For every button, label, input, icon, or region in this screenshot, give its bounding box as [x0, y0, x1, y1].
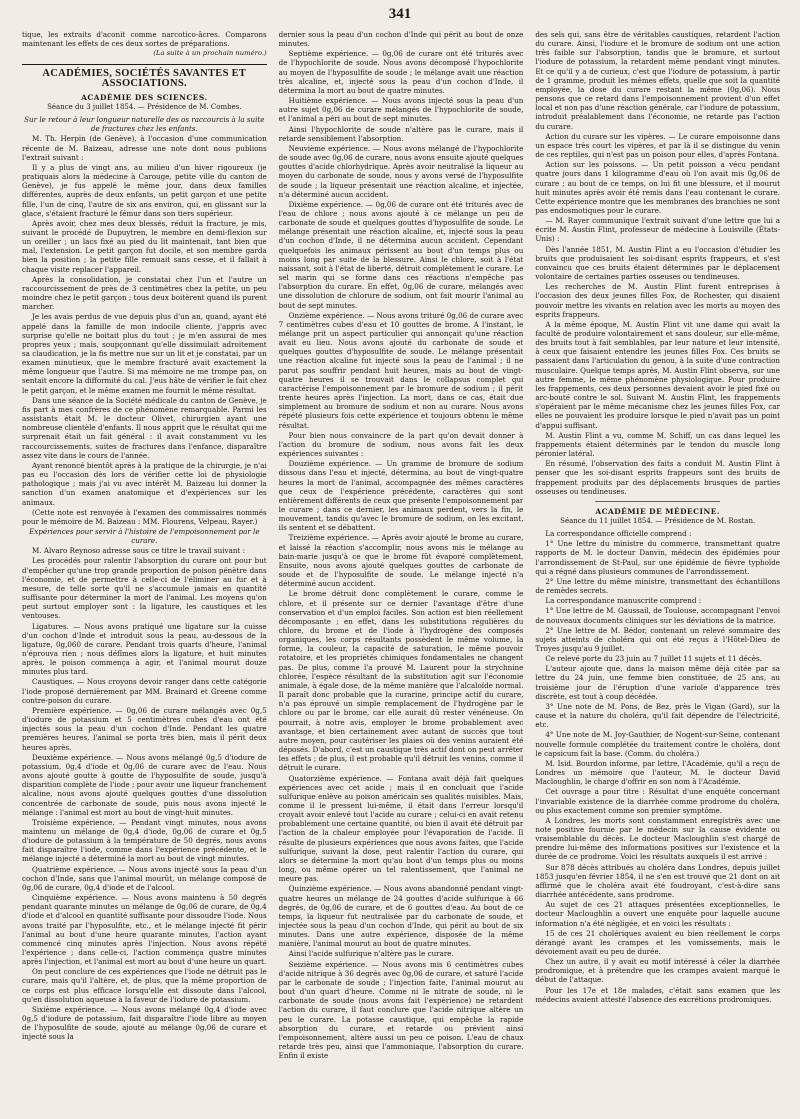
- paragraph: Ainsi l'hypochlorite de soude n'altère pas le curare, mais il retarde sensiblement l'absorption.: [278, 124, 524, 143]
- paragraph: Dès l'année 1851, M. Austin Flint a eu l'occasion d'étudier les bruits que produisaient les soi-disant esprits frappeurs, et s'est convaincu que ces bruits étaient déterminés par le déplacement volontaire de certaines parties osseuses ou tendineuses.: [535, 244, 781, 282]
- paragraph: Huitième expérience. — Nous avons injecté sous la peau d'un autre sujet 0g,06 de curare mélangés de l'hypochlorite de soude, et l'animal a péri au bout de sept minutes.: [278, 96, 524, 124]
- article-columns: [22, 30, 780, 1112]
- paragraph: Au sujet de ces 21 attaques présentées exceptionnelles, le docteur Macloughlin a ouvert une enquête pour laquelle aucune information n'a été négligée, et en voici les résultats :: [535, 900, 781, 928]
- topic-heading: Expériences pour servir à l'histoire de l'empoisonnement par le curare.: [29, 526, 260, 546]
- paragraph: 2° Une lettre de M. Bédor, contenant un relevé sommaire des sujets atteints de choléra qui ont été reçus à l'Hôtel-Dieu de Troyes jusqu'au 9 juillet.: [535, 625, 781, 653]
- continuation-note: (La suite à un prochain numéro.): [153, 49, 267, 58]
- paragraph: M. Alvaro Reynoso adresse sous ce titre le travail suivant :: [32, 546, 245, 556]
- paragraph: Pour bien nous convaincre de la part qu'on devait donner à l'action du bromure de sodium, nous avons fait les deux expériences suivantes :: [278, 430, 524, 459]
- meeting-line: Séance du 3 juillet 1854. — Présidence de M. Combes.: [47, 102, 242, 111]
- paragraph: Quatrième expérience. — Nous avons injecté sous la peau d'un cochon d'Inde, sans que l'animal mourût, un mélange composé de 0g,06 de curare, 0g,4 d'iode et de l'alcool.: [22, 864, 267, 892]
- paragraph: On peut conclure de ces expériences que l'iode ne détruit pas le curare, mais qu'il l'altère, et, de plus, que la même proportion de ce corps est plus efficace lorsqu'elle est dissoute dans l'alcool, qu'en dissolution aqueuse à la faveur de l'iodure de potassium.: [22, 967, 267, 1004]
- paragraph: 2° Une lettre du même ministre, transmettant des échantillons de remèdes secrets.: [535, 576, 781, 596]
- paragraph: Cinquième expérience. — Nous avons maintenu à 50 degrés pendant quarante minutes un mélange de 0g,06 de curare, de 0g,4 d'iode et d'alcool en quantité suffisante pour dissoudre l'iode. Nous avons traité par l'hyposulfite, etc., et le mélange injecté fit périr l'animal au bout d'une heure quarante minutes, l'action ayant commencé cinq minutes après l'injection. Nous avons répété l'expérience ; dans celle-ci, l'action commença quatre minutes après l'injection, et l'animal est mort au bout d'une heure un quart.: [22, 893, 267, 967]
- paragraph: Deuxième expérience. — Nous avons mélangé 0g,5 d'iodure de potassium, 0g,4 d'iode et 0g,06 de curare avec de l'eau. Nous avons ajouté goutte à goutte de l'hyposulfite de soude, jusqu'à disparition complète de l'iode ; pour avoir une liqueur franchement alcaline, nous avons ajouté quelques gouttes d'une dissolution concentrée de carbonate de soude, puis nous avons injecté le mélange : l'animal est mort au bout de vingt-huit minutes.: [22, 752, 267, 817]
- divider: [595, 501, 720, 502]
- paragraph: Sur 878 décès attribués au choléra dans Londres, depuis juillet 1853 jusqu'en février 1854, il ne s'en est trouvé que 21 dont on ait affirmé que le choléra avait été foudroyant, c'est-à-dire sans diarrhée antécédente, sans prodrome.: [535, 862, 781, 900]
- paragraph: 4° Une note de M. Joy-Gauthier, de Nogent-sur-Seine, contenant nouvelle formule complétée du traitement contre le choléra, dont le capsicum fait la base. (Comm. du choléra.): [535, 730, 781, 758]
- paragraph: Seizième expérience. — Nous avons mis 6 centimètres cubes d'acide nitrique à 36 degrés avec 0g,06 de curare, et saturé l'acide par le carbonate de soude ; l'injection faite, l'animal mourut au bout d'un quart d'heure. Comme ni le nitrate de soude, ni le carbonate de soude (nous avons fait l'expérience) ne retardent l'action du curare, il faut conclure que l'acide nitrique altère un peu le curare. La potasse caustique, qui empêche la rapide absorption du curare, et retarde ou prévient ainsi l'empoisonnement, altère aussi un peu ce poison. L'eau de chaux retarde très peu, ainsi que l'ammoniaque, l'absorption du curare. Enfin il existe: [278, 959, 524, 1061]
- paragraph: Quinzième expérience. — Nous avons abandonné pendant vingt-quatre heures un mélange de 24 gouttes d'acide sulfurique à 66 degrés, de 0g,06 de curare, et de 6 gouttes d'eau. Au bout de ce temps, la liqueur fut neutralisée par du carbonate de soude, et injectée sous la peau d'un cochon d'Inde, qui périt au bout de six minutes. Dans une autre expérience, disposée de la même manière, l'animal mourut au bout de quatre minutes.: [278, 884, 524, 949]
- paragraph: A Londres, les morts sont constamment enregistrés avec une note positive fournie par le médecin sur la cause évidente ou vraisemblable du décès. Le docteur Macloughlin s'est chargé de prendre lui-même des informations positives sur l'existence et la durée de ce prodrome. Voici les résultats auxquels il est arrivé :: [535, 815, 781, 862]
- paragraph: Ce relevé porte du 23 juin au 7 juillet 11 sujets et 11 décès.: [545, 654, 762, 664]
- paragraph: Ainsi l'acide sulfurique n'altère pas le curare.: [288, 949, 454, 959]
- paragraph: Douzième expérience. — Un gramme de bromure de sodium dissous dans l'eau et injecté, détermina, au bout de vingt-quatre heures la mort de l'animal, accompagnée des mêmes caractères que ceux de l'expérience précédente, caractères qui sont entièrement différents de ceux que présente l'empoisonnement par le curare ; dans ce dernier, les animaux perdent, vers la fin, le mouvement, tandis qu'avec le bromure de sodium, on les excitant, ils sentent et se débattent.: [278, 459, 524, 533]
- paragraph: Première expérience. — 0g,06 de curare mélangés avec 0g,5 d'iodure de potassium et 5 centimètres cubes d'eau ont été injectés sous la peau d'un cochon d'Inde. Pendant les quatre premières heures, l'animal se porta très bien, mais il périt deux heures après.: [22, 705, 267, 752]
- paragraph: dernier sous la peau d'un cochon d'Inde qui périt au bout de onze minutes.: [278, 30, 524, 49]
- page-number: 341: [388, 6, 412, 22]
- paragraph: 15 de ces 21 cholériques avaient eu bien réellement le corps dérangé avant les crampes et les vomissements, mais le dévoiement avait eu peu de durée.: [535, 928, 781, 956]
- paragraph: Treizième expérience. — Après avoir ajouté le brome au curare, et laissé la réaction s'accomplir, nous avons mis le mélange au bain-marie jusqu'à ce que le brome fût évaporé complètement. Ensuite, nous avons ajouté quelques gouttes de carbonate de soude et de l'hyposulfite de soude. Le mélange injecté n'a déterminé aucun accident.: [278, 533, 524, 589]
- paragraph: 3° Une note de M. Pons, de Bez, près le Vigan (Gard), sur la cause et la nature du choléra, qu'il fait dépendre de l'électricité, etc.: [535, 701, 781, 730]
- meeting-line: Séance du 11 juillet 1854. — Présidence de M. Rostan.: [560, 516, 756, 525]
- paragraph: Troisième expérience. — Pendant vingt minutes, nous avons maintenu un mélange de 0g,4 d'iode, 0g,06 de curare et 0g,5 d'iodure de potassium à la température de 50 degrés, nous avons fait disparaître l'iode, comme dans l'expérience précédente, et le mélange injecté a déterminé la mort au bout de vingt minutes.: [22, 817, 267, 864]
- paragraph: Le brome détruit donc complètement le curare, comme le chlore, et il présente sur ce dernier l'avantage d'être d'une conservation et d'un emploi faciles. Son action est bien réellement décomposante ; en effet, dans les substitutions régulières du chlore, du brome et de l'iode à l'hydrogène des composés organiques, les corps résultants possèdent le même volume, la forme, la couleur, la capacité de saturation, le même pouvoir rotatoire, et les propriétés chimiques fondamentales ne changent pas. De plus, comme l'a prouvé M. Laurent pour la strychnine chlorée, l'espèce résultant de la substitution agit sur l'économie animale, à égale dose, de la même manière que l'alcaloïde normal. Il paraît donc probable que la curarine, principe actif du curare, n'a pas éprouvé un simple remplacement de l'hydrogène par le chlore ou par le brome, car elle aurait dû rester vénéneuse. On pourrait, à notre avis, employer le brome probablement avec avantage, et bien certainement avec autant de succès que tout autre moyen, pour cautériser les plaies où des venins auraient été déposés. D'abord, c'est un caustique très actif dont on peut arrêter les effets ; de plus, il est probable qu'il détruit les venins, comme il détruit le curare.: [278, 589, 524, 773]
- paragraph: Neuvième expérience. — Nous avons mélangé de l'hypochlorite de soude avec 0g,06 de curare, nous avons ensuite ajouté quelques gouttes d'acide chlorhydrique. Après avoir neutralisé la liqueur au moyen du carbonate de soude, nous y avons versé de l'hyposulfite de soude ; la liqueur présentait une réaction alcaline, et injectée, n'a déterminé aucun accident.: [278, 143, 524, 199]
- topic-heading: Sur le retour à leur longueur naturelle des os raccourcis à la suite de fractures chez les enfants.: [24, 115, 265, 134]
- paragraph: Action du curare sur les vipères. — Le curare empoisonne dans un espace très court les vipères, et par là il se distingue du venin de ces reptiles, qui n'est pas un poison pour elles, d'après Fontana.: [535, 131, 781, 160]
- paragraph: (Cette note est renvoyée à l'examen des commissaires nommés pour le mémoire de M. Baizeau : MM. Flourens, Velpeau, Rayer.): [22, 507, 267, 526]
- paragraph: Ayant renoncé bientôt après à la pratique de la chirurgie, je n'ai pas eu l'occasion dès lors de vérifier cette loi de physiologie pathologique ; mais j'ai vu avec intérêt M. Baizeau lui donner la sanction d'un examen anatomique et d'expériences sur les animaux.: [22, 460, 267, 507]
- paragraph: M. Th. Herpin (de Genève), à l'occasion d'une communication récente de M. Baizeau, adresse une note dont nous publions l'extrait suivant :: [22, 134, 267, 162]
- academy-title: ACADÉMIE DE MÉDECINE.: [595, 506, 720, 516]
- paragraph: 1° Une lettre de M. Gaussail, de Toulouse, accompagnant l'envoi de nouveaux documents cliniques sur les déviations de la matrice.: [535, 606, 781, 625]
- paragraph: des sels qui, sans être de véritables caustiques, retardent l'action du curare. Ainsi, l'iodure et le bromure de sodium ont une action très faible sur l'absorption, tandis que le bromure, et surtout l'iodure de potassium, la retardent même pendant vingt minutes. Et ce qu'il y a de curieux, c'est que l'iodure de potassium, à partir de 1 gramme, produit les mêmes effets, quelle que soit la quantité employée, la dose du curare restant la même (0g,06). Nous pensons que ce retard dans l'empoisonnement provient d'un effet local et non pas d'une réaction générale, car l'iodure de potassium, introduit préalablement dans l'économie, ne retarde pas l'action du curare.: [535, 30, 781, 131]
- paragraph: Je les avais perdus de vue depuis plus d'un an, quand, ayant été appelé dans la famille de mon indocile cliente, j'appris avec surprise qu'elle ne boitait plus du tout ; je m'en assurai de mes propres yeux ; mais, soupçonnant qu'elle dissimulait adroitement sa claudication, je la fis mettre nue sur un lit et je constatai, par un examen minutieux, que le membre fracturé avait exactement la même longueur que l'autre. Si ma mémoire ne me trompe pas, on sentait encore la difformité du cal. J'eus hâte de vérifier le fait chez le petit garçon, et le même examen me fournit le même résultat.: [22, 312, 267, 395]
- paragraph: Pour les 17e et 18e malades, c'était sans examen que les médecins avaient attesté l'absence des excrétions prodromiques.: [535, 985, 781, 1004]
- paragraph: En résumé, l'observation des faits a conduit M. Austin Flint à penser que les soi-disant esprits frappeurs sont des bruits de frappement produits par des déplacements brusques de parties osseuses ou tendineuses.: [535, 459, 781, 496]
- paragraph: Après la consolidation, je constatai chez l'un et l'autre un raccourcissement de près de 3 centimètres chez la petite, un peu moindre chez le petit garçon ; tous deux boitèrent quand ils purent marcher.: [22, 274, 267, 312]
- paragraph: Dans une séance de la Société médicale du canton de Genève, je fis part à mes confrères de ce phénomène remarquable. Parmi les assistants était M. le docteur Olivet, chirurgien ayant une nombreuse clientèle d'enfants. Il nous apprit que le résultat qui me surprenait était un fait général : il avait constamment vu les raccourcissements, suites de fractures dans l'enfance, disparaître assez vite dans le cours de l'année.: [22, 395, 267, 460]
- column-3: [535, 30, 780, 1112]
- paragraph: Après avoir, chez mes deux blessés, réduit la fracture, je mis, suivant le procédé de Dupuytren, le membre en demi-flexion sur un oreiller ; un lacs fixé au pied du lit maintenait, tant bien que mal, l'extension. Le petit garçon fut docile, et son membre garda bien la position ; la petite fille remuait sans cesse, et il fallait à chaque visite replacer l'appareil.: [22, 218, 267, 274]
- paragraph: A la même époque, M. Austin Flint vit une dame qui avait la faculté de produire volontairement et sans douleur, sur elle-même, des bruits tout à fait semblables, par leur nature et leur intensité, à ceux que faisaient entendre les jeunes filles Fox. Ces bruits se passaient dans l'articulation du genou, à la suite d'une contraction musculaire. Quelque temps après, M. Austin Flint observa, sur une autre femme, le même phénomène physiologique. Pour produire les frappements, ces deux personnes devaient avoir le pied fixé ou arc-bouté contre le sol. Suivant M. Austin Flint, les frappements s'opéraient par le même mécanisme chez les jeunes filles Fox, car elles ne pouvaient les produire lorsque le pied n'avait pas un point d'appui suffisant.: [535, 319, 781, 430]
- paragraph: Quatorzième expérience. — Fontana avait déjà fait quelques expériences avec cet acide ; mais il en concluait que l'acide sulfurique enlève au poison américain ses qualités nuisibles. Mais, comme il le pressent lui-même, il était dans l'erreur lorsqu'il croyait avoir enlevé tout l'acide au curare ; celui-ci en avait retenu probablement une certaine quantité, ou bien il avait été détruit par l'action de la chaleur employée pour l'évaporation de l'acide. Il résulte de plusieurs expériences que nous avons faites, que l'acide sulfurique, suivant la dose, peut ralentir l'action du curare, qui alors se détermine la mort qu'au bout d'un temps plus ou moins long, ou même opérer un tel ralentissement, que l'animal ne meure pas.: [278, 773, 524, 884]
- paragraph: Les procédés pour ralentir l'absorption du curare ont pour but d'empêcher qu'une trop grande proportion de poison pénètre dans l'économie, et de permettre à celle-ci de l'éliminer au fur et à mesure, de telle sorte qu'il ne s'accumule jamais en quantité suffisante pour déterminer la mort de l'animal. Les moyens qu'on peut surtout employer sont : la ligature, les caustiques et les ventouses.: [22, 556, 267, 621]
- column-2: [279, 30, 524, 1112]
- paragraph: La correspondance manuscrite comprend :: [545, 596, 702, 606]
- section-title: ACADÉMIES, SOCIÉTÉS SAVANTES ET ASSOCIATIONS.: [22, 64, 267, 87]
- paragraph: Les recherches de M. Austin Flint furent entreprises à l'occasion des deux jeunes filles Fox, de Rochester, qui disaient pouvoir mettre les vivants en relation avec les morts au moyen des esprits frappeurs.: [535, 282, 781, 319]
- paragraph: M. Austin Flint a vu, comme M. Schiff, un cas dans lequel les frappements étaient déterminés par le tendon du muscle long péronier latéral.: [535, 430, 781, 459]
- paragraph: Chez un autre, il y avait eu motif intéressé à céler la diarrhée prodromique, et à prétendre que les crampes avaient marqué le début de l'attaque.: [535, 957, 781, 985]
- paragraph: Sixième expérience. — Nous avons mélangé 0g,4 d'iode avec 0g,5 d'iodure de potassium, fait disparaître l'iode libre au moyen de l'hyposulfite de soude, ajouté au mélange 0g,06 de curare et injecté sous la: [22, 1004, 267, 1042]
- paragraph: La correspondance officielle comprend :: [545, 529, 692, 539]
- paragraph: — M. Rayer communique l'extrait suivant d'une lettre que lui a écrite M. Austin Flint, professeur de médecine à Louisville (États-Unis) :: [535, 216, 781, 244]
- paragraph: Dixième expérience. — 0g,06 de curare ont été triturés avec de l'eau de chlore ; nous avons ajouté à ce mélange un peu de carbonate de soude et quelques gouttes d'hyposulfite de soude. Le mélange présentait une réaction alcaline, et, injecté sous la peau d'un cochon d'Inde, il ne détermina aucun accident. Cependant quelquefois les animaux périssent au bout d'un temps plus ou moins long par suite de la blessure. Ainsi le chlore, soit à l'état naissant, soit à l'état de liberté, détruit complètement le curare. Le sel marin qui se forme dans ces réactions n'empêche pas l'absorption du curare. En effet, 0g,06 de curare, mélangés avec une dissolution de chlorure de sodium, ont fait mourir l'animal au bout de sept minutes.: [278, 199, 524, 310]
- column-1: [22, 30, 267, 1112]
- paragraph: Action sur les poissons. — Un petit poisson a vécu pendant quatre jours dans 1 kilogramme d'eau où l'on avait mis 0g,06 de curare ; au bout de ce temps, on lui fit une blessure, et il mourut huit minutes après avoir été remis dans l'eau contenant le curare. Cette expérience montre que les membranes des branchies ne sont pas endosmotiques pour le curare.: [535, 160, 781, 215]
- paragraph: M. Isid. Bourdon informe, par lettre, l'Académie, qu'il a reçu de Londres un mémoire que l'auteur, M. le docteur David Macloughlin, le charge d'offrir en son nom à l'Académie.: [535, 758, 781, 787]
- paragraph: 1° Une lettre du ministre du commerce, transmettant quatre rapports de M. le docteur Danvin, médecin des épidémies pour l'arrondissement de St-Paul, sur une épidémie de fièvre typhoïde qui a régné dans plusieurs communes de l'arrondissement.: [535, 539, 781, 576]
- paragraph: Cet ouvrage a pour titre : Résultat d'une enquête concernant l'invariable existence de la diarrhée comme prodrome du choléra, ou plus exactement comme son premier symptôme.: [535, 787, 781, 815]
- paragraph: Onzième expérience. — Nous avons trituré 0g,06 de curare avec 7 centimètres cubes d'eau et 10 gouttes de brome. A l'instant, le mélange prit un aspect particulier qui annonçait qu'une réaction avait eu lieu. Nous avons ajouté du carbonate de soude et quelques gouttes d'hyposulfite de soude. Le mélange présentait une réaction alcaline fut injecté sous la peau de l'animal ; il ne parut pas souffrir pendant huit heures, mais au bout de vingt-quatre heures il se trouvait dans le collapsus complet qui caractérise l'empoisonnement par le bromure de sodium ; il périt trente heures après l'injection. La mort, dans ce cas, était due simplement au bromure de sodium et non au curare. Nous avons répété plusieurs fois cette expérience et toujours obtenu le même résultat.: [278, 310, 524, 430]
- paragraph: Caustiques. — Nous croyons devoir ranger dans cette catégorie l'iode proposé dernièrement par MM. Brainard et Greene comme contre-poison du curare.: [22, 677, 267, 705]
- academy-title: ACADÉMIE DES SCIENCES.: [81, 92, 208, 102]
- paragraph: L'auteur ajoute que, dans la maison même déjà citée par sa lettre du 24 juin, une femme bien constituée, de 25 ans, au troisième jour de l'éruption d'une variole d'apparence très discrète, est tout à coup décédée.: [535, 664, 781, 701]
- paragraph: Ligatures. — Nous avons pratiqué une ligature sur la cuisse d'un cochon d'Inde et introduit sous la peau, au-dessous de la ligature, 0g,060 de curare. Pendant trois quarts d'heure, l'animal n'éprouva rien ; nous défîmes alors la ligature, et huit minutes après, le poison commença à agir, et l'animal mourut douze minutes plus tard.: [22, 621, 267, 677]
- paragraph: Septième expérience. — 0g,06 de curare ont été triturés avec de l'hypochlorite de soude. Nous avons décomposé l'hypochlorite au moyen de l'hyposulfite de soude ; le mélange avait une réaction très alcaline, et, injecté sous la peau d'un cochon d'Inde, il détermina la mort au bout de quatre minutes.: [278, 49, 524, 95]
- intro-paragraph: tique, les extraits d'aconit comme narcotico-âcres. Comparons maintenant les effets de ces deux sortes de préparations.: [22, 30, 267, 49]
- paragraph: Il y a plus de vingt ans, au milieu d'un hiver rigoureux (je pratiquais alors la médecine à Carouge, petite ville du canton de Genève), je fus appelé le même jour, dans deux familles différentes, auprès de deux enfants, un petit garçon et une petite fille, l'un de cinq, l'autre de six ans environ, qui, en glissant sur la glace, s'étaient fracturé le fémur dans son tiers supérieur.: [22, 162, 267, 218]
